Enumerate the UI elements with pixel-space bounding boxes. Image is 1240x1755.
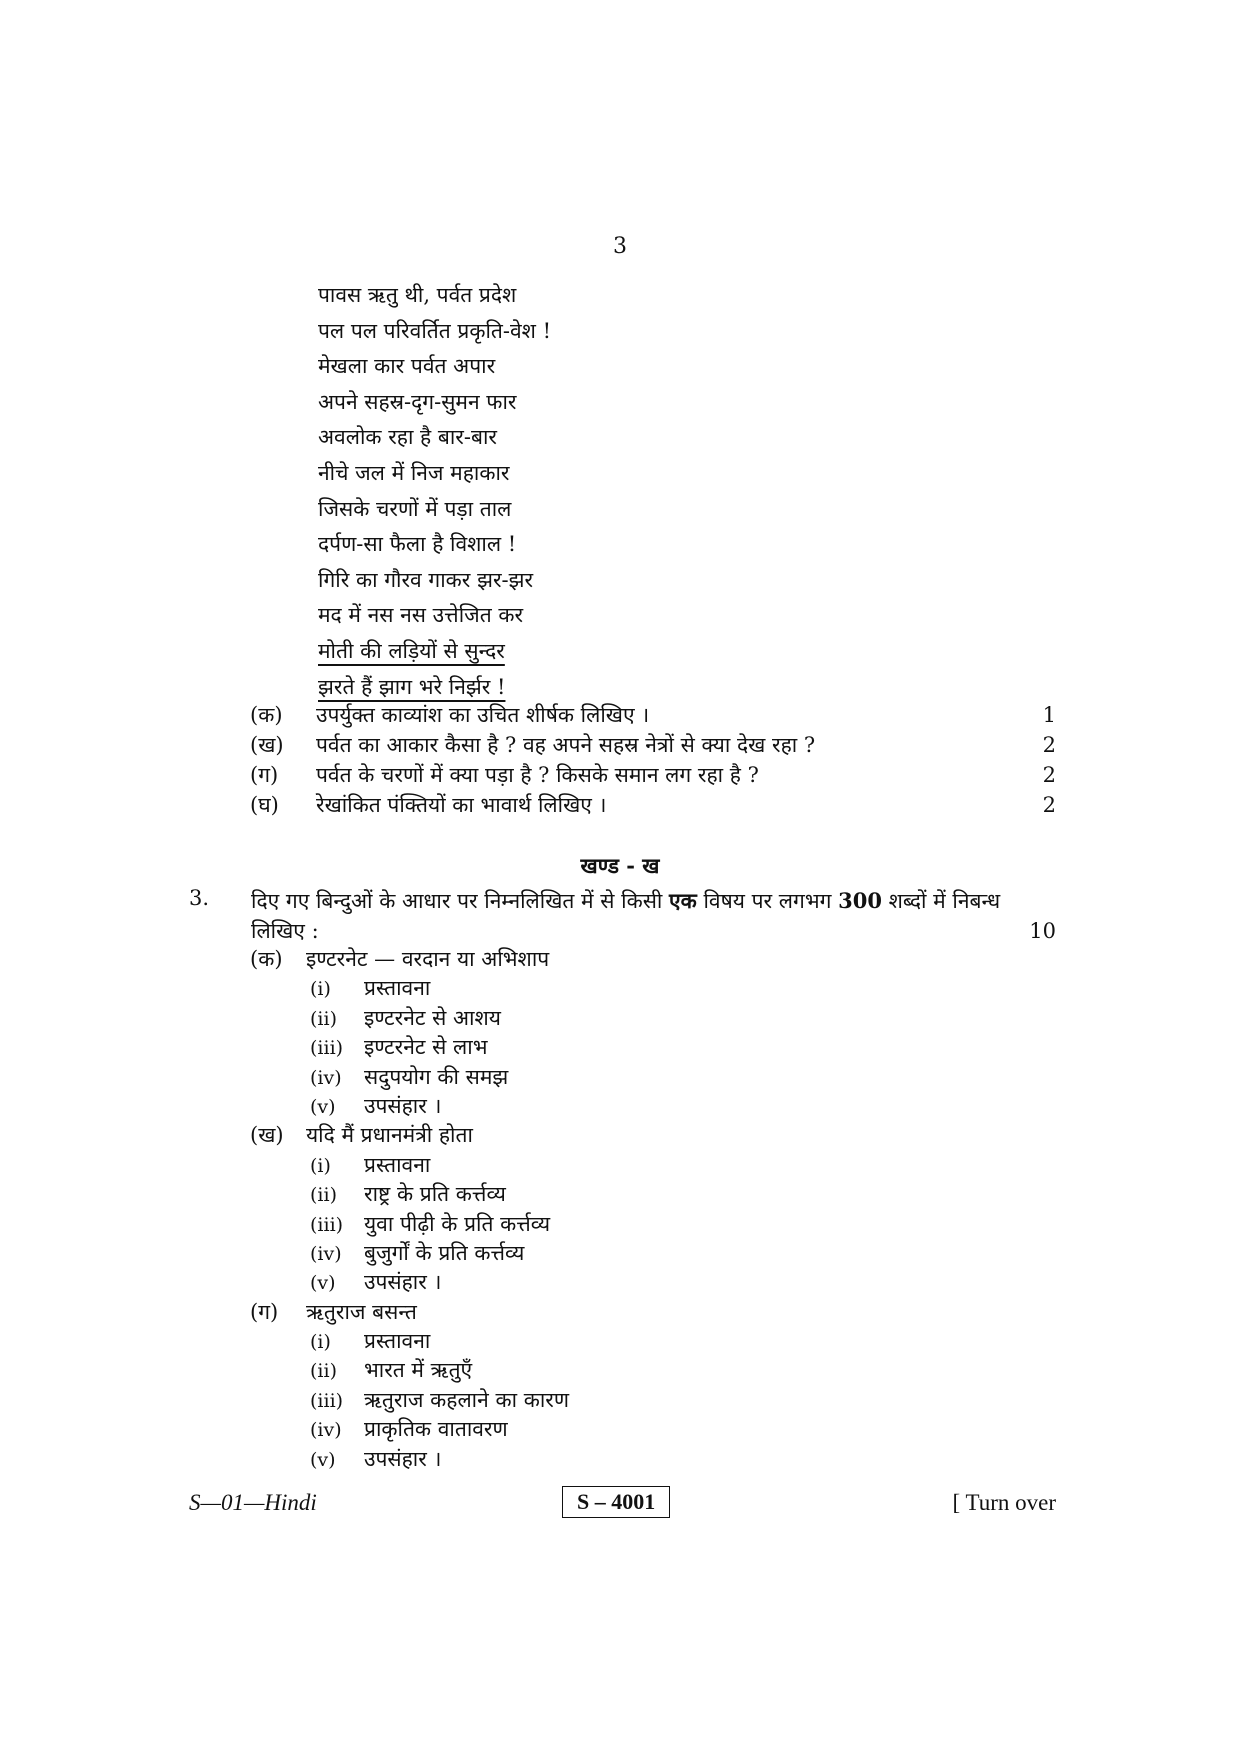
topic-title: यदि मैं प्रधानमंत्री होता [306,1123,473,1148]
topic-point [250,1180,569,1209]
question-item [250,730,1056,760]
topic-point [250,1268,569,1297]
poem-line: अपने सहस्र-दृग-सुमन फार [318,389,517,414]
point-label: (i) [310,978,331,1001]
topic-label: (ख) [250,1123,284,1148]
point-label: (iii) [310,1037,344,1060]
topic-point [250,1210,569,1239]
question-label: (ग) [250,763,279,787]
point-label: (iv) [310,1419,342,1442]
poem-line: गिरि का गौरव गाकर झर-झर [318,567,534,592]
topic-point [250,974,569,1003]
point-text: प्राकृतिक वातावरण [364,1417,508,1442]
question-item [250,700,1056,730]
topic-point [250,1327,569,1356]
essay-topic [250,1121,569,1150]
question-item [250,790,1056,820]
question-label: (क) [250,703,283,727]
turn-over-note: [ Turn over [952,1490,1056,1515]
question-text [251,886,1056,946]
question-item [250,760,1056,790]
point-text: उपसंहार । [364,1270,442,1295]
footer [189,1490,1056,1522]
point-label: (v) [310,1272,336,1295]
topic-point [250,1356,569,1385]
topic-title: ऋतुराज बसन्त [306,1299,417,1324]
point-text: प्रस्तावना [364,1329,431,1354]
poem-line-underlined: मोती की लड़ियों से सुन्दर [318,638,505,663]
point-label: (iv) [310,1066,342,1089]
point-text: इण्टरनेट से आशय [364,1005,501,1030]
question-text: रेखांकित पंक्तियों का भावार्थ लिखिए । [316,793,607,817]
point-text: उपसंहार । [364,1093,442,1118]
point-label: (iv) [310,1242,342,1265]
topic-label: (क) [250,947,283,971]
point-text: इण्टरनेट से लाभ [364,1035,488,1060]
topic-label: (ग) [250,1299,279,1324]
poem-line: जिसके चरणों में पड़ा ताल [318,496,512,521]
marks: 10 [1029,919,1056,943]
topic-point [250,1033,569,1062]
essay-topic [250,945,569,974]
marks: 1 [1042,703,1056,727]
point-text: राष्ट्र के प्रति कर्त्तव्य [364,1182,506,1207]
topic-point [250,1092,569,1121]
point-label: (i) [310,1331,331,1354]
poem-line: पावस ऋतु थी, पर्वत प्रदेश [318,283,517,307]
question-text: उपर्युक्त काव्यांश का उचित शीर्षक लिखिए । [316,703,650,727]
bold-text: 300 [838,888,882,913]
marks: 2 [1042,763,1056,787]
point-label: (v) [310,1448,336,1471]
point-text: प्रस्तावना [364,976,431,1001]
topic-point [250,1151,569,1180]
section-title: खण्ड - ख [580,853,660,878]
topic-point [250,1386,569,1415]
question-text: पर्वत के चरणों में क्या पड़ा है ? किसके समान लग रहा है ? [316,763,759,787]
point-text: सदुपयोग की समझ [364,1064,509,1089]
point-label: (v) [310,1095,336,1118]
text: विषय पर लगभग [696,889,839,913]
point-label: (ii) [310,1184,337,1207]
point-text: उपसंहार । [364,1446,442,1471]
point-label: (i) [310,1154,331,1177]
point-text: प्रस्तावना [364,1152,431,1177]
essay-topic [250,1298,569,1327]
question-label: (ख) [250,733,284,757]
text: दिए गए बिन्दुओं के आधार पर निम्नलिखित में से किसी [251,889,670,913]
marks: 2 [1042,733,1056,757]
point-label: (iii) [310,1213,344,1236]
bold-text: एक [669,888,697,913]
question-text: पर्वत का आकार कैसा है ? वह अपने सहस्र नेत्रों से क्या देख रहा ? [316,733,816,757]
marks: 2 [1042,793,1056,817]
point-text: बुजुर्गों के प्रति कर्त्तव्य [364,1240,525,1265]
point-text: युवा पीढ़ी के प्रति कर्त्तव्य [364,1211,551,1236]
point-label: (iii) [310,1389,344,1412]
text: शब्दों में निबन्ध लिखिए : [251,889,1001,943]
poem-line: दर्पण-सा फैला है विशाल ! [318,532,517,557]
point-label: (ii) [310,1360,337,1383]
topic-point [250,1445,569,1474]
topic-point [250,1063,569,1092]
poem [318,278,551,705]
topic-point [250,1415,569,1444]
point-label: (ii) [310,1007,337,1030]
paper-code: S—01—Hindi [189,1490,317,1515]
point-text: भारत में ऋतुएँ [364,1358,473,1383]
page-number: 3 [613,234,627,259]
poem-line: अवलोक रहा है बार-बार [318,425,498,450]
poem-line: पल पल परिवर्तित प्रकृति-वेश ! [318,318,552,343]
topic-point [250,1239,569,1268]
poem-line: नीचे जल में निज महाकार [318,460,510,485]
question-label: (घ) [250,793,279,817]
topic-point [250,1004,569,1033]
poem-line: मद में नस नस उत्तेजित कर [318,603,524,628]
point-text: ऋतुराज कहलाने का कारण [364,1387,570,1412]
topic-title: इण्टरनेट — वरदान या अभिशाप [306,947,550,971]
poem-line: मेखला कार पर्वत अपार [318,354,496,379]
series-code-box: S – 4001 [562,1486,670,1518]
question-number: 3. [189,886,210,910]
essay-topics [250,945,569,1474]
poem-line-underlined: झरते हैं झाग भरे निर्झर ! [318,674,506,699]
